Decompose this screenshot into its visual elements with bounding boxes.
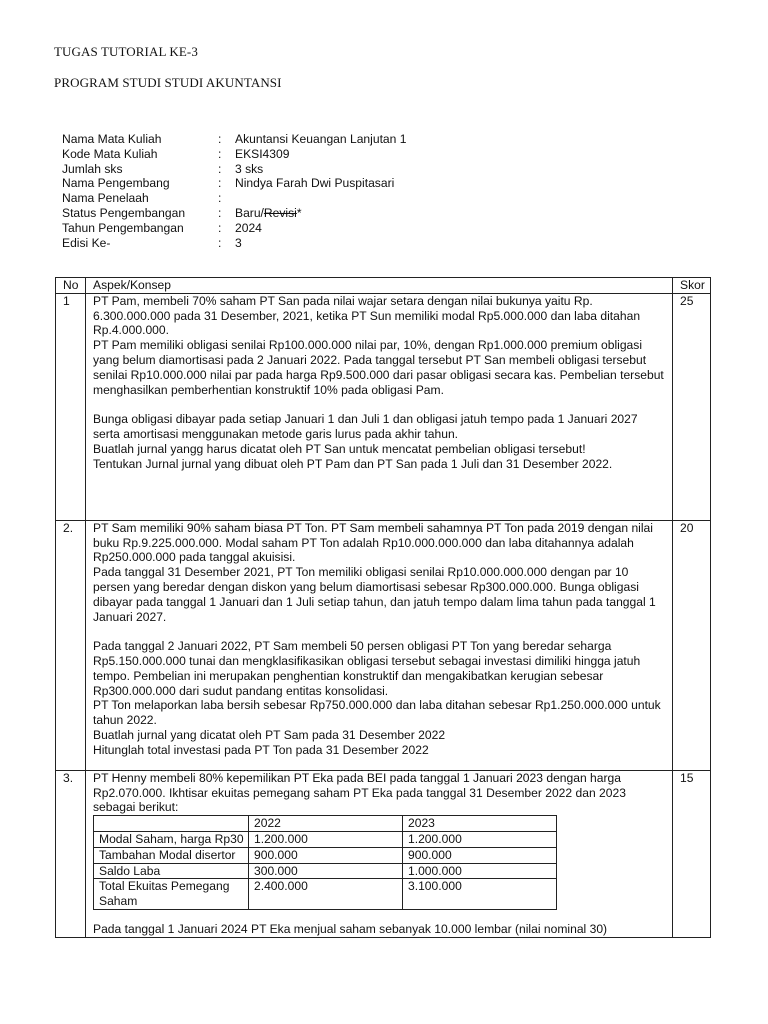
equity-row bbox=[94, 831, 557, 847]
equity-header-row bbox=[94, 816, 557, 832]
paragraph: Hitunglah total investasi pada PT Ton pada 31 Desember 2022 bbox=[93, 742, 429, 757]
equity-row bbox=[94, 847, 557, 863]
meta-label: Status Pengembangan bbox=[62, 205, 186, 220]
paragraph: PT Ton melaporkan laba bersih sebesar Rp750.000.000 dan laba ditahan sebesar Rp1.250.000.000 untuk tahun 2022. bbox=[93, 698, 661, 728]
meta-colon: : bbox=[218, 176, 222, 191]
paragraph: PT Sam memiliki 90% saham biasa PT Ton. PT Sam membeli sahamnya PT Ton pada 2019 dengan nilai buku Rp.9.225.000.000. Modal saham PT Ton adalah Rp10.000.000.000 dan laba ditahannya adalah Rp250.000.000 pada tanggal akuisisi. bbox=[93, 520, 653, 565]
paragraph: Pada tanggal 1 Januari 2024 PT Eka menjual saham sebanyak 10.000 lembar (nilai nominal 30) bbox=[93, 921, 608, 936]
equity-value: 1.200.000 bbox=[249, 831, 403, 847]
paragraph: PT Pam, membeli 70% saham PT San pada nilai wajar setara dengan nilai bukunya yaitu Rp. 6.300.000.000 pada 31 Desember, 2021, ketika PT Sun memiliki modal Rp5.000.000 dan laba ditahan Rp.4.000.000. bbox=[93, 293, 641, 338]
question-number: 1 bbox=[56, 293, 86, 520]
equity-value: 900.000 bbox=[249, 847, 403, 863]
question-score: 20 bbox=[673, 520, 711, 770]
meta-value bbox=[235, 206, 302, 221]
equity-header-cell bbox=[94, 816, 249, 832]
program-title: PROGRAM STUDI STUDI AKUNTANSI bbox=[54, 75, 282, 90]
meta-colon: : bbox=[218, 161, 222, 176]
paragraph: PT Pam memiliki obligasi senilai Rp100.000.000 nilai par, 10%, dengan Rp1.000.000 premium obligasi yang belum diamortisasi pada 2 Januari 2022. Pada tanggal tersebut PT San membeli obligasi tersebut senilai Rp10.000.000 nilai par pada harga Rp9.500.000 dari pasar obligasi secara kas. Pembelian tersebut menghasilkan pemberhentian konstruktif 10% pada obligasi Pam. bbox=[93, 338, 664, 397]
header-skor: Skor bbox=[673, 278, 711, 294]
equity-value: 300.000 bbox=[249, 863, 403, 879]
meta-row bbox=[62, 191, 406, 206]
question-score: 25 bbox=[673, 293, 711, 520]
meta-colon: : bbox=[218, 235, 222, 250]
equity-table bbox=[93, 815, 557, 910]
paragraph: Tentukan Jurnal jurnal yang dibuat oleh PT Pam dan PT San pada 1 Juli dan 31 Desember 2022. bbox=[93, 456, 613, 471]
meta-label: Nama Pengembang bbox=[62, 176, 170, 191]
paragraph: PT Henny membeli 80% kepemilikan PT Eka pada BEI pada tanggal 1 Januari 2023 dengan harga Rp2.070.000. Ikhtisar ekuitas pemegang saham PT Eka pada tanggal 31 Desember 2022 dan 2023 sebagai berikut: bbox=[93, 770, 626, 815]
assignment-title: TUGAS TUTORIAL KE-3 bbox=[54, 44, 198, 59]
equity-value: 1.000.000 bbox=[403, 863, 557, 879]
equity-label: Saldo Laba bbox=[94, 863, 249, 879]
table-row bbox=[56, 770, 711, 937]
meta-row bbox=[62, 162, 406, 177]
status-revision-struck: Revisi bbox=[263, 205, 297, 220]
meta-value: 3 sks bbox=[235, 161, 264, 176]
meta-value: 3 bbox=[235, 235, 242, 250]
equity-label: Total Ekuitas Pemegang Saham bbox=[94, 879, 249, 910]
equity-value: 900.000 bbox=[403, 847, 557, 863]
paragraph: Buatlah jurnal yang dicatat oleh PT Sam pada 31 Desember 2022 bbox=[93, 727, 446, 742]
meta-value: 2024 bbox=[235, 220, 262, 235]
question-content bbox=[86, 770, 673, 937]
equity-value: 3.100.000 bbox=[403, 879, 557, 910]
meta-colon: : bbox=[218, 146, 222, 161]
paragraph: Buatlah jurnal yangg harus dicatat oleh PT San untuk mencatat pembelian obligasi tersebut! bbox=[93, 441, 586, 456]
equity-header-cell: 2022 bbox=[249, 816, 403, 832]
table-row bbox=[56, 520, 711, 770]
table-header-row bbox=[56, 278, 711, 294]
questions-table bbox=[55, 277, 711, 938]
meta-label: Edisi Ke- bbox=[62, 235, 111, 250]
header-no: No bbox=[56, 278, 86, 294]
paragraph: Bunga obligasi dibayar pada setiap Januari 1 dan Juli 1 dan obligasi jatuh tempo pada 1 Januari 2027 serta amortisasi menggunakan metode garis lurus pada akhir tahun. bbox=[93, 412, 638, 441]
meta-label: Tahun Pengembangan bbox=[62, 220, 184, 235]
meta-value: EKSI4309 bbox=[235, 146, 290, 161]
paragraph: Pada tanggal 31 Desember 2021, PT Ton memiliki obligasi senilai Rp10.000.000.000 dengan par 10 persen yang beredar dengan diskon yang belum diamortisasi sebesar Rp300.000.000. Bunga obligasi dibayar pada tanggal 1 Januari dan 1 Juli setiap tahun, dan jatuh tempo dalam lima tahun pada tanggal 1 Januari 2027. bbox=[93, 565, 656, 624]
question-number: 2. bbox=[56, 520, 86, 770]
course-info bbox=[62, 132, 406, 250]
meta-colon: : bbox=[218, 191, 222, 206]
question-score: 15 bbox=[673, 770, 711, 937]
status-new: Baru/ bbox=[235, 205, 264, 220]
meta-value: Akuntansi Keuangan Lanjutan 1 bbox=[235, 132, 407, 146]
paragraph: Pada tanggal 2 Januari 2022, PT Sam membeli 50 persen obligasi PT Ton yang beredar seharga Rp5.150.000.000 tunai dan mengklasifikasikan obligasi tersebut sebagai investasi dimiliki hingga jatuh tempo. Pembelian ini merupakan penghentian konstruktif dan mengakibatkan kerugian sebesar Rp300.000.000 dari sudut pandang entitas konsolidasi. bbox=[93, 639, 641, 698]
equity-header-cell: 2023 bbox=[403, 816, 557, 832]
meta-value: Nindya Farah Dwi Puspitasari bbox=[235, 176, 395, 191]
question-content bbox=[86, 293, 673, 520]
meta-label: Nama Penelaah bbox=[62, 191, 149, 206]
meta-colon: : bbox=[218, 205, 222, 220]
equity-value: 1.200.000 bbox=[403, 831, 557, 847]
equity-row bbox=[94, 879, 557, 910]
equity-value: 2.400.000 bbox=[249, 879, 403, 910]
meta-colon: : bbox=[218, 132, 222, 146]
meta-colon: : bbox=[218, 220, 222, 235]
meta-row bbox=[62, 206, 406, 221]
meta-row bbox=[62, 236, 406, 251]
meta-label: Jumlah sks bbox=[62, 161, 123, 176]
equity-row bbox=[94, 863, 557, 879]
meta-row bbox=[62, 147, 406, 162]
status-asterisk: * bbox=[296, 205, 302, 220]
table-row bbox=[56, 293, 711, 520]
equity-label: Tambahan Modal disertor bbox=[94, 847, 249, 863]
equity-label: Modal Saham, harga Rp30 bbox=[94, 831, 249, 847]
meta-row bbox=[62, 221, 406, 236]
meta-label: Kode Mata Kuliah bbox=[62, 146, 158, 161]
question-content bbox=[86, 520, 673, 770]
meta-row bbox=[62, 176, 406, 191]
question-number: 3. bbox=[56, 770, 86, 937]
meta-label: Nama Mata Kuliah bbox=[62, 132, 162, 146]
header-aspek: Aspek/Konsep bbox=[86, 278, 673, 294]
meta-row bbox=[62, 132, 406, 147]
